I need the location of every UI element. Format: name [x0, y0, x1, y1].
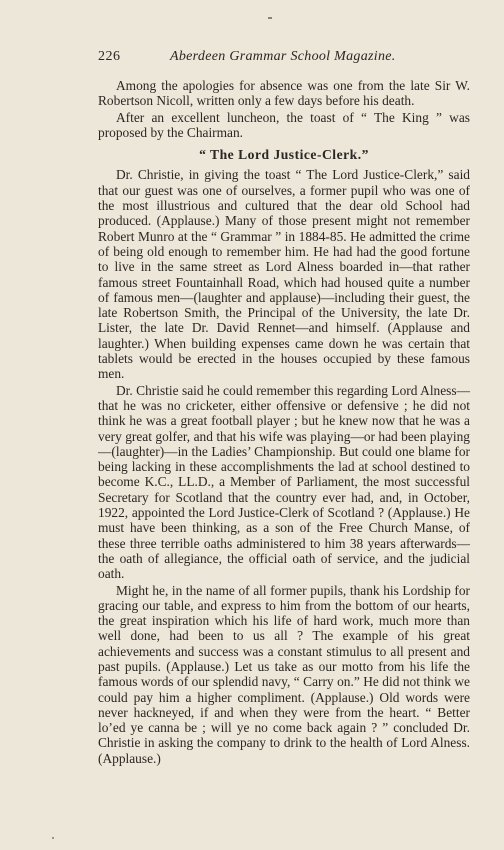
article-body [98, 78, 470, 766]
paragraph-toast-king: After an excellent luncheon, the toast of “ The King ” was proposed by the Chairman. [98, 109, 470, 140]
paragraph-christie-toast: Dr. Christie, in giving the toast “ The Lord Justice-Clerk,” said that our guest was one of ourselves, a former pupil who was one of the most illustrious and cultured that the dear old School had produced. (Applause.) Many of those present might not remember Robert Munro at the “ Grammar ” in 1884-85. He admitted the crime of being old enough to remember him. He had had the good fortune to live in the same street as Lord Alness boarded in—that rather famous street Fountainhall Road, which had housed quite a number of famous men—(laughter and applause)—including their guest, the late Robertson Smith, the Principal of the University, the late Dr. Lister, the late Dr. David Rennet—and himself. (Applause and laughter.) When building expenses came down he was certain that tablets would be erected in the houses occupied by these famous men. [98, 167, 470, 382]
running-header [98, 49, 470, 69]
paragraph-thanks: Might he, in the name of all former pupils, thank his Lordship for gracing our table, and express to him from the bottom of our hearts, the great inspiration which his life of hard work, much more than well done, had been to us all ? The example of his great achievements and success was a constant stimulus to all present and past pupils. (Applause.) Let us take as our motto from his life the famous words of our splendid navy, “ Carry on.” He did not think we could pay him a higher compliment. (Applause.) Old words were never hackneyed, if and when they were from the heart. “ Better lo’ed ye canna be ; will ye no come back again ? ” concluded Dr. Christie in asking the company to drink to the health of Lord Alness. (Applause.) [98, 582, 470, 766]
paragraph-christie-remember: Dr. Christie said he could remember this regarding Lord Alness—that he was no cricketer, either offensive or defensive ; he did not think he was a great football player ; but he knew now that he was a very great golfer, and that his wife was playing—or had been playing—(laughter)—in the Ladies’ Championship. But could one blame for being lacking in these accomplishments the lad at school destined to become K.C., LL.D., a Member of Parliament, the most successful Secretary for Scotland that the country ever had, and, in October, 1922, appointed the Lord Justice-Clerk of Scotland ? (Applause.) He must have been thinking, as a son of the Free Church Manse, of these three terrible oaths administered to him 38 years afterwards—the oath of allegiance, the official oath of service, and the judicial oath. [98, 382, 470, 582]
speck-mark [52, 837, 54, 839]
running-title: Aberdeen Grammar School Magazine. [170, 49, 396, 64]
printer-mark [268, 17, 272, 19]
section-heading: “ The Lord Justice-Clerk.” [199, 147, 369, 163]
page-number: 226 [98, 49, 121, 64]
paragraph-apologies: Among the apologies for absence was one from the late Sir W. Robertson Nicoll, written only a few days before his death. [98, 78, 470, 109]
